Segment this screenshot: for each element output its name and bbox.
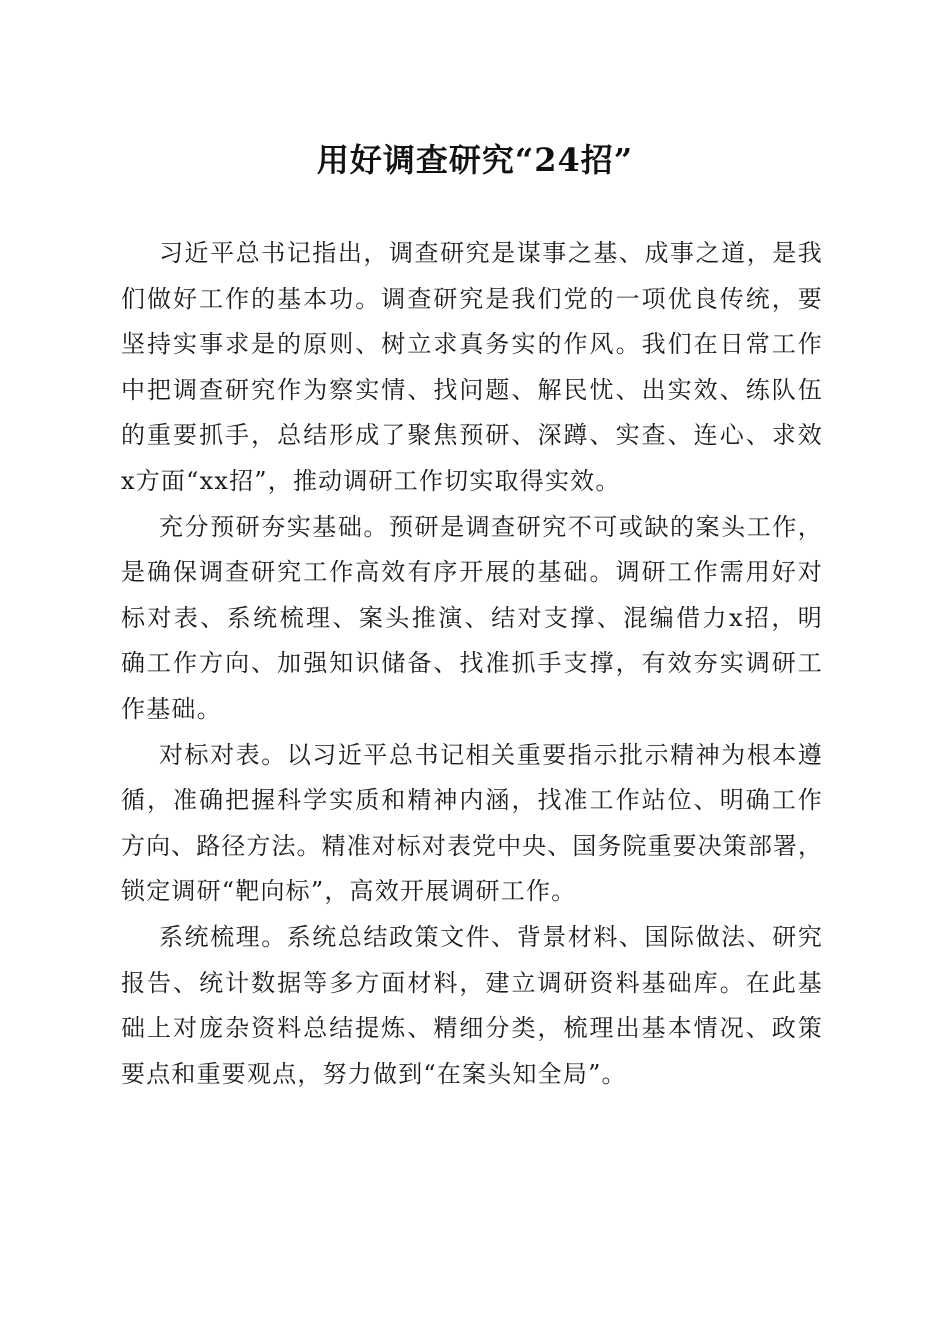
paragraph-line: 充分预研夯实基础。预研是调查研究不可或缺的案头工作， (159, 512, 823, 541)
paragraph-line: 标对表、系统梳理、案头推演、结对支撑、混编借力x招，明 (121, 603, 823, 632)
paragraph-line: x方面“xx招”，推动调研工作切实取得实效。 (121, 466, 621, 495)
paragraph-2 (121, 505, 823, 733)
paragraph-3 (121, 733, 823, 915)
document-body (121, 231, 823, 1097)
document-title: 用好调查研究“24招” (316, 141, 634, 179)
paragraph-line: 要点和重要观点，努力做到“在案头知全局”。 (121, 1059, 627, 1088)
paragraph-line: 循，准确把握科学实质和精神内涵，找准工作站位、明确工作 (121, 786, 823, 815)
paragraph-line: 们做好工作的基本功。调查研究是我们党的一项优良传统，要 (121, 284, 823, 313)
paragraph-line: 报告、统计数据等多方面材料，建立调研资料基础库。在此基 (121, 968, 823, 997)
paragraph-line: 坚持实事求是的原则、树立求真务实的作风。我们在日常工作 (121, 330, 823, 359)
paragraph-line: 对标对表。以习近平总书记相关重要指示批示精神为根本遵 (159, 740, 823, 769)
paragraph-line: 是确保调查研究工作高效有序开展的基础。调研工作需用好对 (121, 558, 823, 587)
paragraph-line: 的重要抓手，总结形成了聚焦预研、深蹲、实查、连心、求效 (121, 421, 823, 450)
paragraph-line: 方向、路径方法。精准对标对表党中央、国务院重要决策部署， (121, 831, 823, 860)
paragraph-line: 中把调查研究作为察实情、找问题、解民忧、出实效、练队伍 (121, 375, 823, 404)
paragraph-1 (121, 231, 823, 505)
paragraph-4 (121, 915, 823, 1097)
paragraph-line: 习近平总书记指出，调查研究是谋事之基、成事之道，是我 (159, 239, 823, 267)
paragraph-line: 锁定调研“靶向标”，高效开展调研工作。 (121, 877, 577, 906)
paragraph-line: 础上对庞杂资料总结提炼、精细分类，梳理出基本情况、政策 (121, 1014, 823, 1043)
paragraph-line: 确工作方向、加强知识储备、找准抓手支撑，有效夯实调研工 (121, 649, 823, 678)
paragraph-line: 系统梳理。系统总结政策文件、背景材料、国际做法、研究 (159, 922, 823, 951)
paragraph-line: 作基础。 (121, 694, 222, 723)
